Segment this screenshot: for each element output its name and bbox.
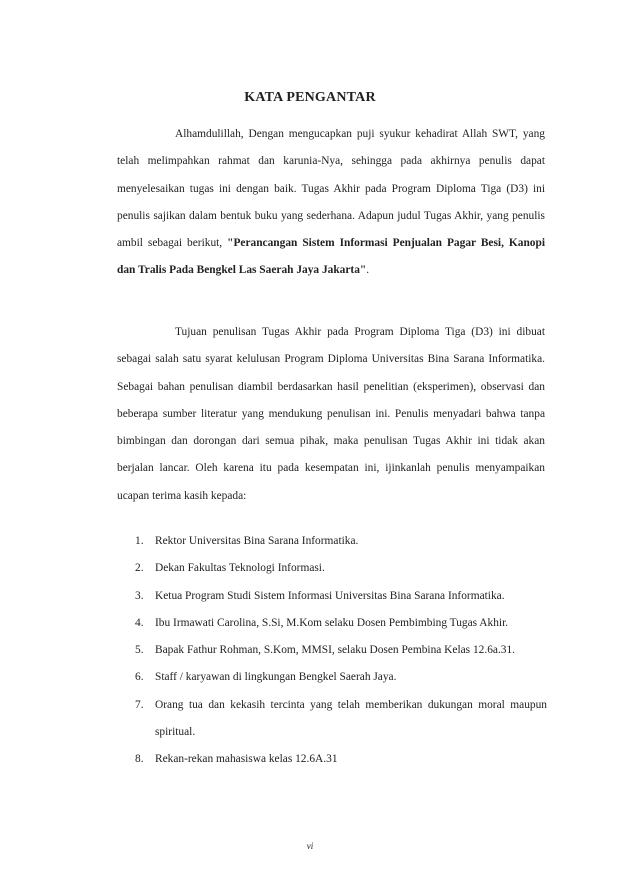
purpose-text: Tujuan penulisan Tugas Akhir pada Program Diploma Tiga (D3) ini dibuat sebagai salah satu syarat kelulusan Program Diploma Universitas Bina Sarana Informatika. Sebagai bahan penulisan diambil berdasarkan hasil penelitian (eksperimen), observasi dan beberapa sumber literatur yang mendukung penulisan ini. Penulis menyadari bahwa tanpa bimbingan dan dorongan dari semua pihak, maka penulisan Tugas Akhir ini tidak akan berjalan lancar. Oleh karena itu pada kesempatan ini, ijinkanlah penulis menyampaikan ucapan terima kasih kepada: — [117, 326, 545, 502]
opening-text: Alhamdulillah, Dengan mengucapkan puji syukur kehadirat Allah SWT, yang telah melimpahkan rahmat dan karunia-Nya, sehingga pada akhirnya penulis dapat menyelesaikan tugas ini dengan baik. Tugas Akhir pada Program Diploma Tiga (D3) ini penulis sajikan dalam bentuk buku yang sederhana. Adapun judul Tugas Akhir, yang penulis ambil sebagai berikut, — [117, 128, 545, 250]
list-item: 2. Dekan Fakultas Teknologi Informasi. — [135, 562, 325, 575]
purpose-paragraph — [117, 319, 545, 510]
thesis-title: "Perancangan Sistem Informasi Penjualan Pagar Besi, Kanopi dan Tralis Pada Bengkel Las Saerah Jaya Jakarta" — [117, 237, 545, 277]
list-item: 6. Staff / karyawan di lingkungan Bengkel Saerah Jaya. — [135, 671, 397, 684]
list-item: 7. Orang tua dan kekasih tercinta yang telah memberikan dukungan moral maupun spiritual. — [135, 698, 547, 739]
list-item: 3. Ketua Program Studi Sistem Informasi Universitas Bina Sarana Informatika. — [135, 589, 505, 602]
list-item: 1. Rektor Universitas Bina Sarana Informatika. — [135, 535, 359, 547]
opening-paragraph — [117, 121, 545, 285]
page-title: KATA PENGANTAR — [244, 90, 376, 105]
page-number: vi — [306, 841, 314, 851]
list-item: 5. Bapak Fathur Rohman, S.Kom, MMSI, selaku Dosen Pembina Kelas 12.6a.31. — [135, 644, 516, 657]
list-item: 8. Rekan-rekan mahasiswa kelas 12.6A.31 — [135, 753, 338, 766]
opening-text-end: . — [366, 264, 370, 277]
list-item: 4. Ibu Irmawati Carolina, S.Si, M.Kom selaku Dosen Pembimbing Tugas Akhir. — [135, 616, 509, 629]
acknowledgement-list — [117, 528, 547, 774]
